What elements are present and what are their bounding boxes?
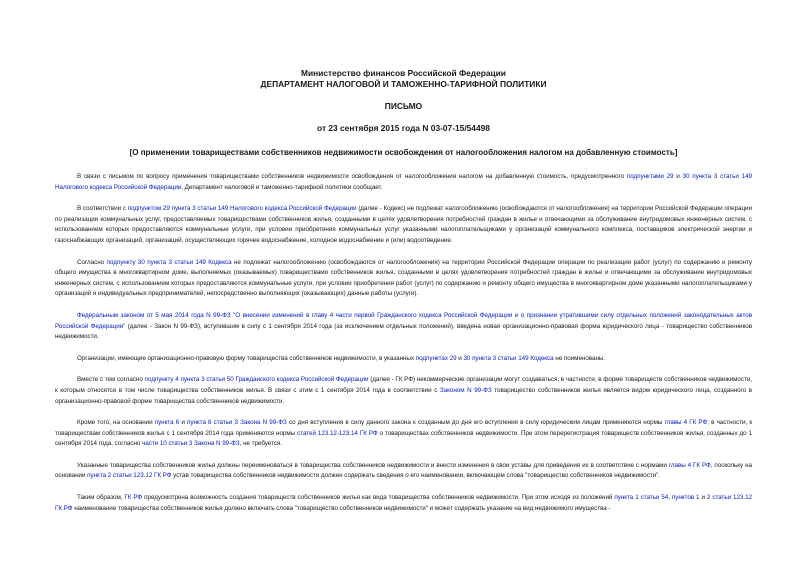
legal-reference-link[interactable]: подпунктами 29 — [626, 173, 674, 180]
legal-reference-link[interactable]: пункта 6 — [154, 419, 180, 427]
paragraph-text: , — [668, 494, 672, 502]
legal-reference-link[interactable]: подпункту 4 пункта 3 статьи 50 Гражданского кодекса Российской Федерации — [144, 376, 369, 384]
paragraph-text: и — [456, 354, 464, 362]
paragraph-text: товарищество собственников жилья является видом юридического лица, созданного в организационно-правовой форме товарищества собственников недвижимости. — [55, 386, 752, 405]
legal-reference-link[interactable]: главы 4 ГК РФ — [668, 461, 711, 469]
legal-reference-link[interactable]: 30 пункта 3 статьи 149 Кодекса — [463, 354, 554, 362]
paragraph-text: , Департамент налоговой и таможенно-тарифной политики сообщает. — [181, 183, 383, 191]
paragraph-text: Таким образом, — [77, 494, 125, 502]
legal-reference-link[interactable]: 2 статьи 123.12 ГК РФ — [55, 494, 752, 512]
legal-reference-link[interactable]: пункта 8 статьи 3 Закона N 99-ФЗ — [187, 419, 287, 427]
document-date-number: от 23 сентября 2015 года N 03-07-15/54498 — [317, 123, 490, 133]
paragraph — [55, 258, 752, 300]
paragraph-text: устав товарищества собственников недвижимости должен содержать сведения о его наименовании, включающем слова "товарищество собственников недвижимости". — [171, 472, 661, 480]
paragraph-text: и — [179, 419, 188, 427]
paragraph — [55, 172, 752, 193]
paragraph-text: (далее - Закон N 99-ФЗ), вступившим в силу с 1 сентября 2014 года (за исключением отдельных положений), введена новая организационно-правовая форма юридического лица - товарищество собственников недвижимости. — [55, 322, 752, 341]
paragraph-text: , не требуется. — [239, 440, 282, 448]
legal-reference-link[interactable]: пункта 2 статьи 123.12 ГК РФ — [87, 472, 172, 480]
legal-reference-link[interactable]: части 10 статьи 3 Закона N 99-ФЗ — [142, 440, 240, 448]
legal-reference-link[interactable]: главы 4 ГК РФ — [664, 419, 708, 427]
paragraph-text: Согласно — [77, 258, 107, 266]
legal-reference-link[interactable]: ГК РФ — [124, 494, 143, 502]
paragraph — [55, 418, 752, 450]
paragraph-text: и — [673, 173, 683, 180]
paragraph-text: В соответствии с — [77, 205, 128, 213]
paragraph-text: (далее - Кодекс) не подлежат налогообложению (освобождаются от налогообложения) на территории Российской Федерации операции по реализации коммунальных услуг, предоставляемых товариществами собственников жилья, созданными в целях удовлетворения потребностей граждан в жилье и отвечающими за обслуживание внутридомовых инженерных систем, с использованием которых предоставляются коммунальные услуги, при условии приобретения коммунальных услуг указанными налогоплательщиками у организаций коммунального комплекса, поставщиков электрической энергии и газоснабжающих организаций, организаций, осуществляющих горячее водоснабжение, холодное водоснабжение и (или) водоотведение. — [55, 205, 752, 244]
paragraph-text: Организации, имеющие организационно-правовую форму товарищества собственников недвижимости, в указанных — [77, 354, 416, 362]
paragraph-text: не поименованы. — [553, 354, 606, 362]
paragraph-text: наименование товарищества собственников жилья должно включать слова "товарищество собственников недвижимости" и может содержать указание на вид недвижимого имущества - — [72, 504, 611, 512]
legal-reference-link[interactable]: Законом N 99-ФЗ — [439, 386, 492, 394]
paragraph-text: , поскольку на основании — [55, 461, 752, 480]
paragraph-text: ; в частности, к товариществам собственников жилья с 1 сентября 2014 года применяются нормы — [55, 419, 753, 437]
paragraph — [55, 461, 752, 482]
paragraph — [55, 354, 752, 365]
paragraph-text: предусмотрена возможность создания товариществ собственников жилья как вида товарищества собственников недвижимости. При этом исходя из положений — [142, 494, 615, 502]
department-name: ДЕПАРТАМЕНТ НАЛОГОВОЙ И ТАМОЖЕННО-ТАРИФНОЙ ПОЛИТИКИ — [260, 79, 547, 89]
paragraph — [55, 375, 752, 407]
paragraph-text: Указанные товарищества собственников жилья должны переименоваться в товарищества собственников недвижимости и внести изменения в свои уставы для приведения их в соответствие с нормами — [77, 461, 669, 469]
legal-reference-link[interactable]: подпунктом 29 пункта 3 статьи 149 Налогового кодекса Российской Федерации — [127, 205, 357, 213]
ministry-name: Министерство финансов Российской Федерации — [301, 68, 506, 78]
paragraph-text: и — [699, 494, 707, 502]
paragraph — [55, 493, 752, 514]
legal-reference-link[interactable]: подпунктах 29 — [415, 354, 457, 362]
paragraph-text: В связи с письмом по вопросу применения товариществами собственников недвижимости освобождения от налогообложения налогом на добавленную стоимость, предусмотренного — [77, 173, 627, 180]
legal-reference-link[interactable]: Федеральным законом от 5 мая 2014 года N 99-ФЗ "О внесении изменений в главу 4 части первой Гражданского кодекса Российской Федерации и о признании утратившими силу отдельных положений законодательных актов Российской Федерации" — [55, 311, 752, 330]
document-body — [55, 172, 752, 514]
paragraph-text: Вместе с тем согласно — [77, 376, 145, 384]
legal-reference-link[interactable]: статей 123.12-123.14 ГК РФ — [297, 429, 378, 437]
legal-reference-link[interactable]: подпункту 30 пункта 3 статьи 149 Кодекса — [106, 258, 232, 266]
legal-reference-link[interactable]: 30 пункта 3 статьи 149 Налогового кодекса Российской Федерации — [55, 173, 752, 191]
legal-reference-link[interactable]: пункта 1 статьи 54 — [614, 494, 669, 502]
paragraph-text: (далее - ГК РФ) некоммерческие организации могут создаваться, в частности, в форме товариществ собственников недвижимости, к которым относятся в том числе товарищества собственников жилья. В связи с этим с 1 сентября 2014 года в соответствии с — [55, 376, 752, 394]
paragraph-text: не подлежат налогообложению (освобождаются от налогообложения) на территории Российской Федерации операции по реализации работ (услуг) по содержанию и ремонту общего имущества в многоквартирном доме, выполняемых (оказываемых) товариществами собственников жилья, созданными в целях удовлетворения потребностей граждан в жилье и отвечающими за обслуживание внутридомовых инженерных систем, с использованием которых предоставляются коммунальные услуги, при условии приобретения работ (услуг) по содержанию и ремонту общего имущества в многоквартирном доме указанными налогоплательщиками у организаций и индивидуальных предпринимателей, непосредственно выполняющих (оказывающих) данные работы (услуги). — [55, 258, 753, 298]
document-subject: [О применении товариществами собственников недвижимости освобождения от налогообложения налогом на добавленную стоимость] — [129, 148, 678, 157]
paragraph-text: о товариществах собственников недвижимости. При этом перерегистрация товариществ собственников жилья, созданных до 1 сентября 2014 года, согласно — [55, 429, 753, 448]
paragraph-text: со дня вступления в силу данного закона к созданным до дня его вступления в силу юридическим лицам применяются нормы — [286, 419, 665, 427]
paragraph-text: Кроме того, на основании — [77, 419, 155, 427]
paragraph — [55, 311, 752, 343]
document-type: ПИСЬМО — [384, 101, 423, 111]
paragraph — [55, 204, 752, 246]
legal-reference-link[interactable]: пунктов 1 — [671, 494, 700, 502]
